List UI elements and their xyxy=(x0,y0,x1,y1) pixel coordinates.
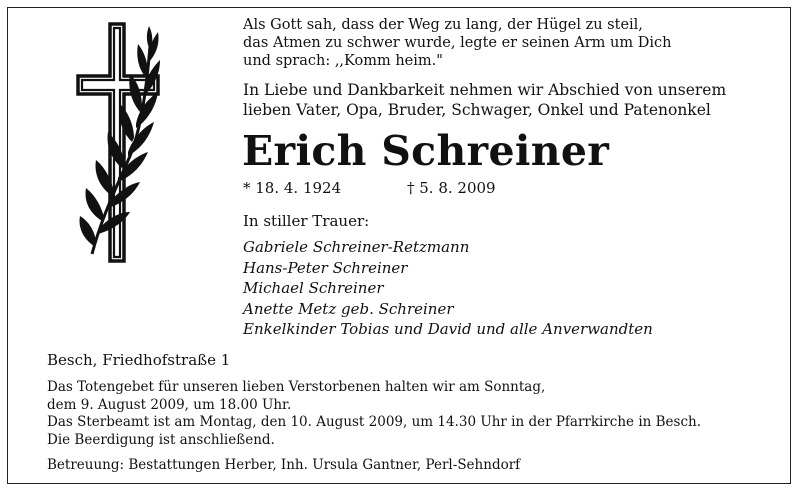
funeral-home-credit: Betreuung: Bestattungen Herber, Inh. Ursula Gantner, Perl-Sehndorf xyxy=(47,457,521,473)
note-line: Das Sterbeamt ist am Montag, den 10. August 2009, um 14.30 Uhr in der Pfarrkirche in Besch. xyxy=(47,414,702,430)
mourning-title: In stiller Trauer: xyxy=(243,212,370,230)
mourner-name: Hans-Peter Schreiner xyxy=(243,258,408,277)
cross-with-palm-branch-icon xyxy=(72,16,164,268)
mourner-name: Gabriele Schreiner-Retzmann xyxy=(243,238,470,256)
poem-line: das Atmen zu schwer wurde, legte er seinen Arm um Dich xyxy=(243,35,672,51)
poem xyxy=(243,16,671,70)
note-line: Die Beerdigung ist anschließend. xyxy=(47,431,275,448)
life-dates xyxy=(243,178,603,198)
intro-line: In Liebe und Dankbarkeit nehmen wir Abschied von unserem xyxy=(243,81,727,99)
note-line: Das Totengebet für unseren lieben Verstorbenen halten wir am Sonntag, xyxy=(47,379,546,395)
birth-date: * 18. 4. 1924 xyxy=(243,179,342,197)
farewell-intro xyxy=(243,80,726,120)
mourner-name: Anette Metz geb. Schreiner xyxy=(243,299,454,318)
death-date: † 5. 8. 2009 xyxy=(407,179,496,197)
mourner-name: Enkelkinder Tobias und David und alle Anverwandten xyxy=(243,320,653,339)
note-line: dem 9. August 2009, um 18.00 Uhr. xyxy=(47,396,292,413)
mourner-name: Michael Schreiner xyxy=(243,279,384,298)
poem-line: Als Gott sah, dass der Weg zu lang, der Hügel zu steil, xyxy=(243,17,643,33)
mourners-list xyxy=(243,237,653,340)
service-notes xyxy=(47,379,701,449)
intro-line: lieben Vater, Opa, Bruder, Schwager, Onkel und Patenonkel xyxy=(243,101,711,119)
poem-line: und sprach: ,,Komm heim." xyxy=(243,53,443,69)
address: Besch, Friedhofstraße 1 xyxy=(47,351,231,369)
deceased-name: Erich Schreiner xyxy=(242,127,610,175)
